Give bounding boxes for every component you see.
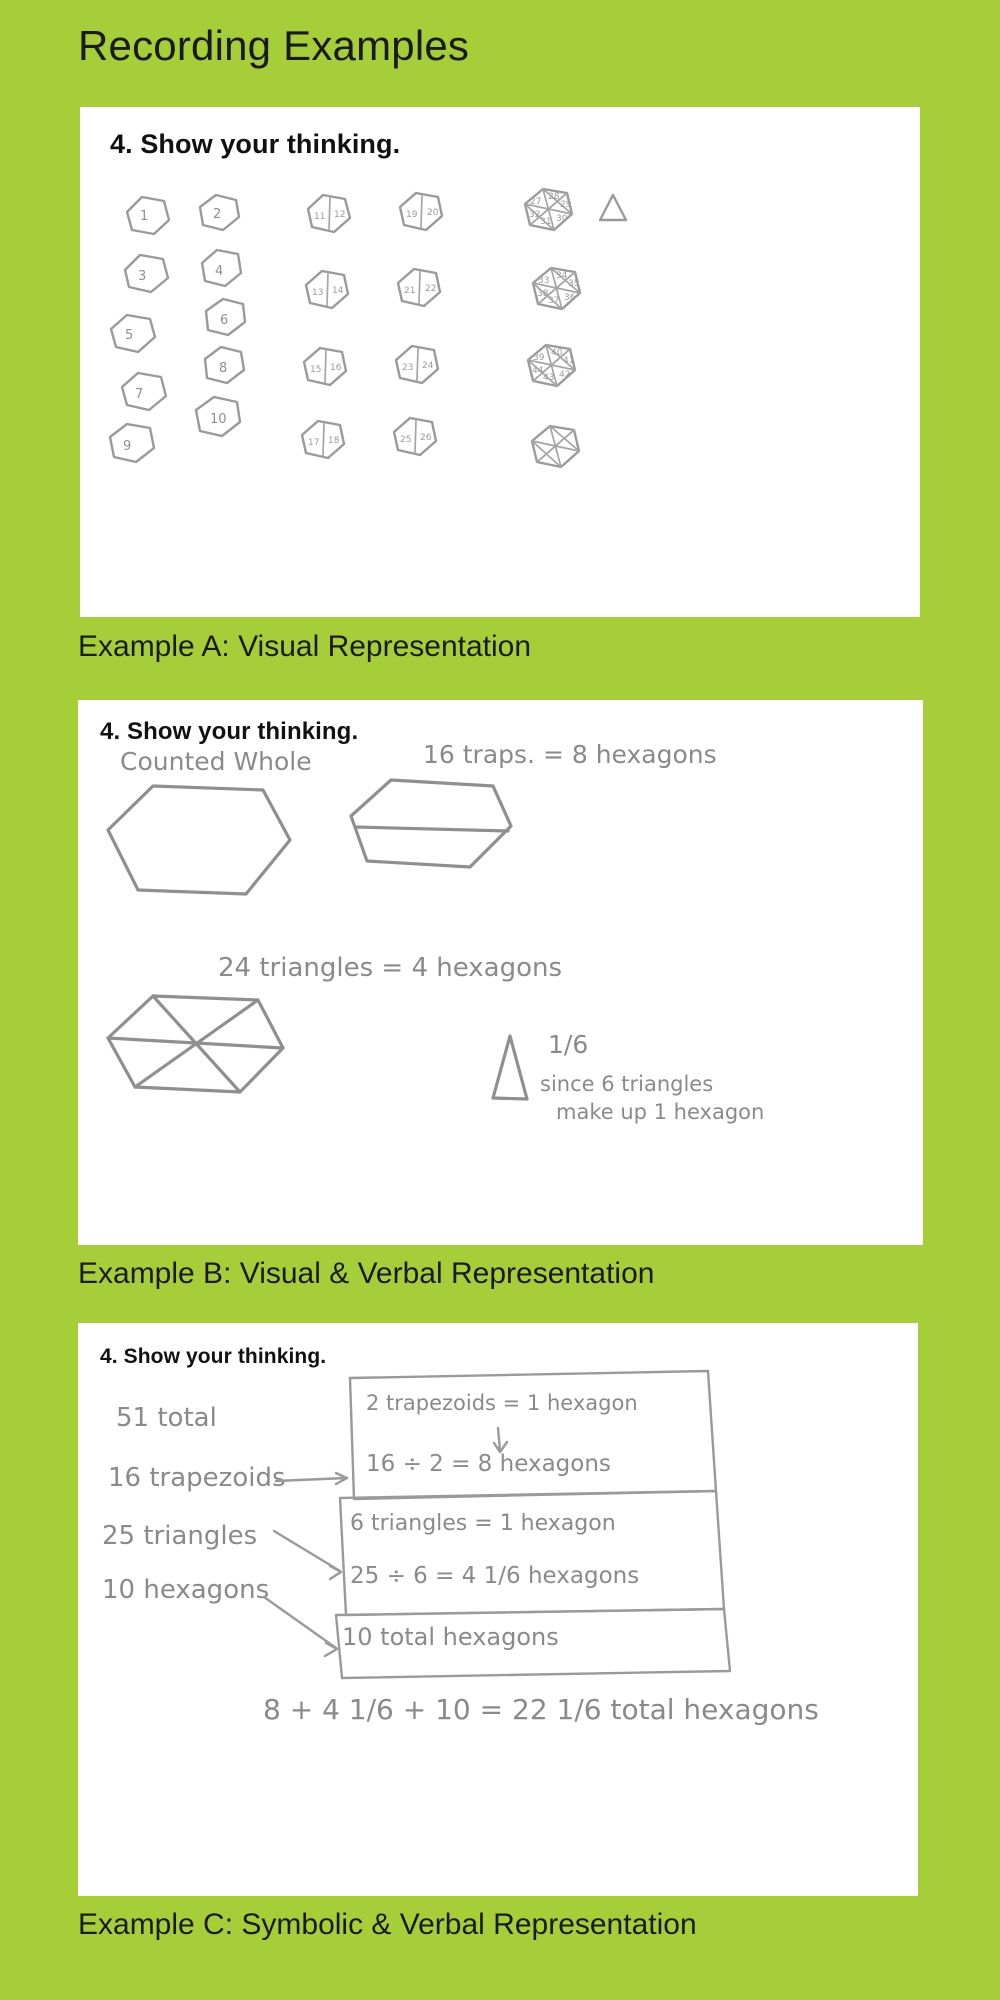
example-a-card [80, 107, 920, 617]
svg-text:6: 6 [220, 313, 229, 328]
note-16-trapezoids: 16 trapezoids [108, 1463, 286, 1493]
svg-text:31: 31 [540, 217, 552, 227]
note-one-sixth: 1/6 [548, 1030, 589, 1059]
svg-text:42: 42 [559, 370, 571, 380]
svg-text:11: 11 [314, 212, 326, 222]
svg-text:2: 2 [213, 207, 222, 222]
box1-line2: 16 ÷ 2 = 8 hexagons [366, 1451, 611, 1477]
note-24-triangles: 24 triangles = 4 hexagons [218, 953, 563, 983]
svg-text:24: 24 [422, 361, 434, 371]
note-51-total: 51 total [116, 1403, 217, 1433]
svg-text:39: 39 [533, 353, 545, 363]
svg-text:35: 35 [568, 279, 580, 289]
note-counted-whole: Counted Whole [120, 747, 312, 776]
svg-text:5: 5 [125, 328, 134, 343]
svg-text:12: 12 [334, 210, 346, 220]
svg-text:28: 28 [548, 192, 560, 202]
svg-text:13: 13 [312, 288, 324, 298]
box2-line1: 6 triangles = 1 hexagon [350, 1511, 616, 1536]
example-a-caption: Example A: Visual Representation [78, 630, 532, 663]
svg-text:21: 21 [404, 286, 416, 296]
note-25-triangles: 25 triangles [102, 1521, 258, 1551]
svg-text:41: 41 [563, 356, 575, 366]
svg-text:26: 26 [420, 433, 432, 443]
example-b-caption: Example B: Visual & Verbal Representation [78, 1257, 655, 1290]
svg-text:23: 23 [402, 363, 414, 373]
box1-line1: 2 trapezoids = 1 hexagon [366, 1391, 638, 1415]
example-c-caption: Example C: Symbolic & Verbal Representation [78, 1908, 697, 1941]
svg-text:22: 22 [425, 284, 437, 294]
svg-text:7: 7 [135, 387, 144, 402]
total-line: 8 + 4 1/6 + 10 = 22 1/6 total hexagons [263, 1693, 819, 1726]
svg-text:19: 19 [406, 210, 418, 220]
example-a-prompt: 4. Show your thinking. [110, 129, 401, 159]
svg-text:20: 20 [427, 208, 439, 218]
box2-line2: 25 ÷ 6 = 4 1/6 hexagons [350, 1563, 640, 1589]
svg-text:30: 30 [556, 214, 568, 224]
box3-line1: 10 total hexagons [342, 1623, 559, 1651]
page-title: Recording Examples [78, 22, 470, 69]
svg-text:14: 14 [332, 286, 344, 296]
svg-text:18: 18 [328, 436, 340, 446]
svg-text:43: 43 [543, 373, 555, 383]
svg-text:9: 9 [123, 439, 132, 454]
svg-text:17: 17 [308, 438, 320, 448]
svg-text:27: 27 [530, 197, 542, 207]
note-since-6-triangles: since 6 triangles [540, 1072, 714, 1096]
note-10-hexagons: 10 hexagons [102, 1575, 270, 1605]
svg-text:16: 16 [330, 363, 342, 373]
svg-text:29: 29 [560, 200, 572, 210]
example-c-card [78, 1323, 918, 1896]
note-16-traps: 16 traps. = 8 hexagons [423, 740, 717, 769]
svg-text:34: 34 [556, 271, 568, 281]
svg-text:4: 4 [215, 264, 224, 279]
example-b-card [78, 700, 923, 1245]
svg-text:8: 8 [219, 361, 228, 376]
svg-text:37: 37 [548, 296, 560, 306]
svg-text:15: 15 [310, 365, 322, 375]
example-b-prompt: 4. Show your thinking. [100, 718, 359, 745]
svg-text:44: 44 [532, 366, 544, 376]
example-c-prompt: 4. Show your thinking. [100, 1345, 327, 1368]
svg-text:36: 36 [564, 293, 576, 303]
svg-text:25: 25 [400, 435, 412, 445]
example-a-drawing [80, 107, 920, 617]
note-make-up-1-hexagon: make up 1 hexagon [556, 1100, 765, 1124]
svg-text:1: 1 [140, 209, 149, 224]
svg-text:3: 3 [138, 269, 147, 284]
svg-text:33: 33 [538, 276, 550, 286]
svg-text:32: 32 [529, 210, 541, 220]
svg-text:40: 40 [551, 348, 563, 358]
svg-text:10: 10 [210, 412, 227, 427]
svg-text:38: 38 [537, 289, 549, 299]
